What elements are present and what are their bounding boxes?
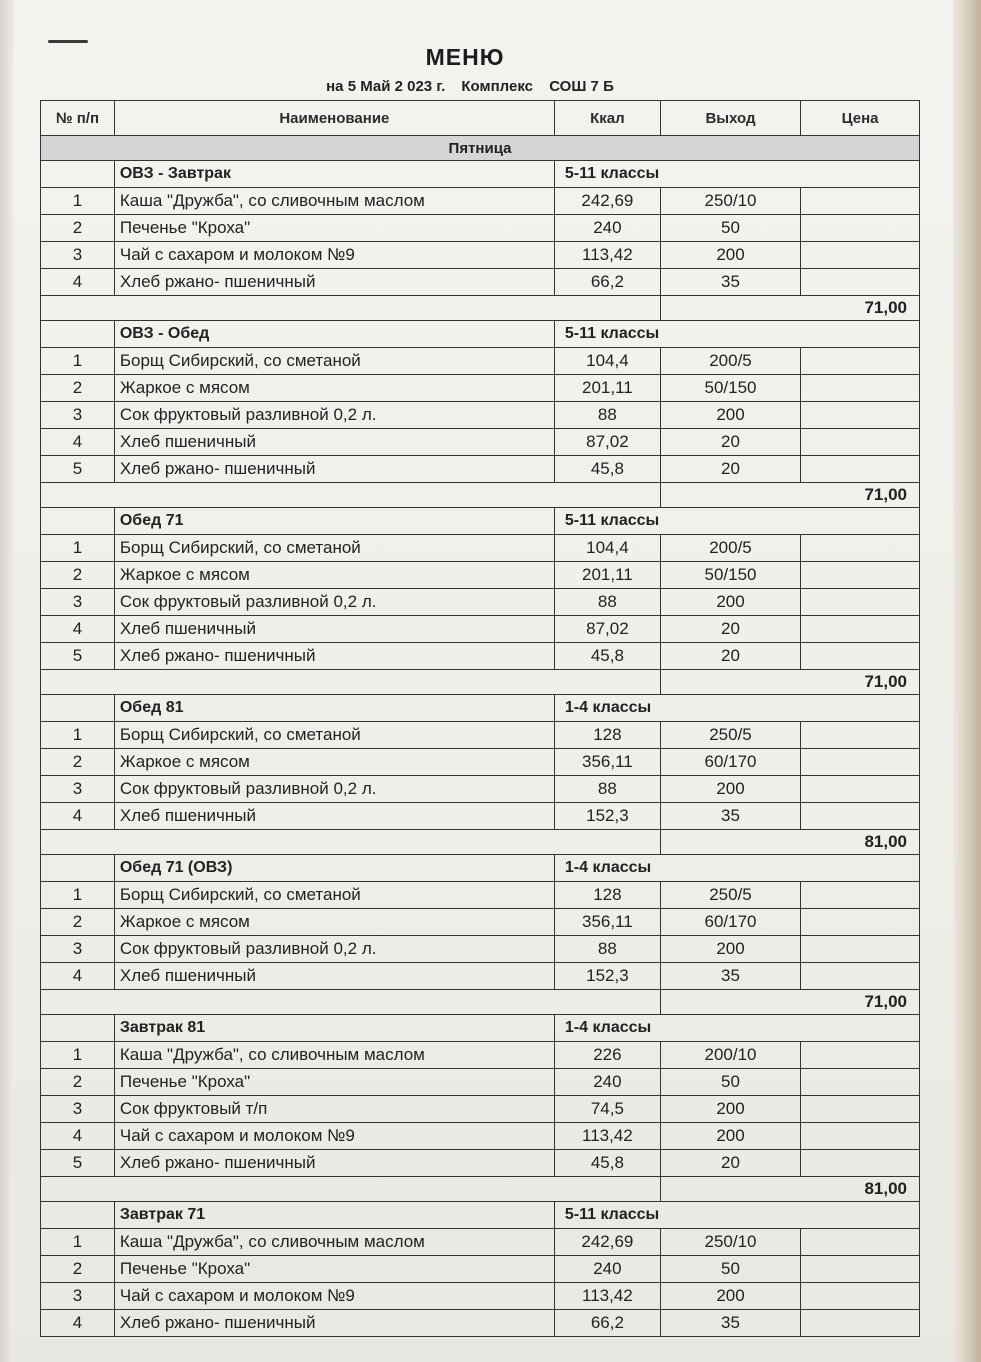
section-empty-cell	[41, 1202, 115, 1229]
item-price	[801, 882, 920, 909]
total-empty-cell	[41, 990, 661, 1015]
item-number: 3	[41, 589, 115, 616]
item-price	[801, 1283, 920, 1310]
menu-item-row	[41, 722, 920, 749]
total-empty-cell	[41, 483, 661, 508]
item-name: Жаркое с мясом	[114, 749, 554, 776]
item-output: 200	[660, 589, 800, 616]
item-name: Сок фруктовый т/п	[114, 1096, 554, 1123]
item-kcal: 226	[554, 1042, 660, 1069]
item-name: Чай с сахаром и молоком №9	[114, 1283, 554, 1310]
item-name: Печенье "Кроха"	[114, 1069, 554, 1096]
item-output: 200/5	[660, 535, 800, 562]
item-number: 1	[41, 1042, 115, 1069]
item-output: 20	[660, 1150, 800, 1177]
section-classes: 5-11 классы	[554, 508, 919, 535]
section-header-row	[41, 161, 920, 188]
menu-item-row	[41, 1096, 920, 1123]
section-total-price: 71,00	[660, 670, 919, 695]
item-number: 2	[41, 215, 115, 242]
item-name: Каша "Дружба", со сливочным маслом	[114, 1229, 554, 1256]
item-name: Сок фруктовый разливной 0,2 л.	[114, 589, 554, 616]
item-kcal: 242,69	[554, 188, 660, 215]
section-empty-cell	[41, 508, 115, 535]
section-name: Обед 71	[114, 508, 554, 535]
item-name: Хлеб пшеничный	[114, 803, 554, 830]
item-name: Хлеб пшеничный	[114, 429, 554, 456]
item-price	[801, 1310, 920, 1337]
menu-item-row	[41, 749, 920, 776]
item-kcal: 128	[554, 722, 660, 749]
item-name: Каша "Дружба", со сливочным маслом	[114, 188, 554, 215]
item-kcal: 240	[554, 215, 660, 242]
item-kcal: 88	[554, 936, 660, 963]
section-header-row	[41, 321, 920, 348]
section-header-row	[41, 855, 920, 882]
header-row	[41, 101, 920, 136]
item-price	[801, 749, 920, 776]
menu-subtitle	[0, 78, 940, 95]
item-output: 20	[660, 456, 800, 483]
item-price	[801, 589, 920, 616]
section-total-row	[41, 483, 920, 508]
menu-item-row	[41, 402, 920, 429]
item-name: Борщ Сибирский, со сметаной	[114, 722, 554, 749]
item-kcal: 152,3	[554, 963, 660, 990]
item-number: 4	[41, 963, 115, 990]
item-output: 200/10	[660, 1042, 800, 1069]
section-total-row	[41, 990, 920, 1015]
item-price	[801, 909, 920, 936]
item-output: 60/170	[660, 909, 800, 936]
item-price	[801, 375, 920, 402]
item-name: Жаркое с мясом	[114, 909, 554, 936]
section-classes: 5-11 классы	[554, 1202, 919, 1229]
menu-date: на 5 Май 2 023 г.	[326, 78, 446, 95]
item-output: 250/10	[660, 188, 800, 215]
item-number: 3	[41, 1096, 115, 1123]
section-name: Завтрак 81	[114, 1015, 554, 1042]
item-output: 50	[660, 215, 800, 242]
item-price	[801, 402, 920, 429]
menu-item-row	[41, 1042, 920, 1069]
item-kcal: 45,8	[554, 456, 660, 483]
item-name: Борщ Сибирский, со сметаной	[114, 535, 554, 562]
item-kcal: 87,02	[554, 429, 660, 456]
item-price	[801, 1256, 920, 1283]
menu-item-row	[41, 882, 920, 909]
item-name: Борщ Сибирский, со сметаной	[114, 882, 554, 909]
item-output: 200	[660, 1123, 800, 1150]
item-kcal: 74,5	[554, 1096, 660, 1123]
item-kcal: 66,2	[554, 269, 660, 296]
item-kcal: 242,69	[554, 1229, 660, 1256]
item-output: 200	[660, 936, 800, 963]
item-price	[801, 963, 920, 990]
menu-item-row	[41, 1310, 920, 1337]
item-output: 35	[660, 269, 800, 296]
item-name: Жаркое с мясом	[114, 562, 554, 589]
item-number: 1	[41, 1229, 115, 1256]
item-output: 20	[660, 616, 800, 643]
item-number: 4	[41, 1123, 115, 1150]
item-output: 250/10	[660, 1229, 800, 1256]
item-name: Хлеб ржано- пшеничный	[114, 1310, 554, 1337]
item-price	[801, 188, 920, 215]
item-name: Хлеб ржано- пшеничный	[114, 1150, 554, 1177]
item-kcal: 113,42	[554, 1123, 660, 1150]
menu-item-row	[41, 1229, 920, 1256]
item-output: 200	[660, 776, 800, 803]
item-price	[801, 722, 920, 749]
item-name: Хлеб ржано- пшеничный	[114, 456, 554, 483]
item-number: 3	[41, 1283, 115, 1310]
menu-table-wrapper	[40, 100, 920, 1337]
item-price	[801, 1150, 920, 1177]
section-total-row	[41, 670, 920, 695]
item-number: 2	[41, 562, 115, 589]
item-number: 2	[41, 375, 115, 402]
item-price	[801, 776, 920, 803]
item-kcal: 240	[554, 1069, 660, 1096]
section-classes: 1-4 классы	[554, 855, 919, 882]
menu-item-row	[41, 803, 920, 830]
item-output: 20	[660, 429, 800, 456]
item-name: Сок фруктовый разливной 0,2 л.	[114, 936, 554, 963]
item-output: 35	[660, 803, 800, 830]
menu-item-row	[41, 1283, 920, 1310]
item-number: 4	[41, 803, 115, 830]
col-header-kcal: Ккал	[554, 101, 660, 136]
item-kcal: 201,11	[554, 375, 660, 402]
menu-item-row	[41, 1150, 920, 1177]
section-total-row	[41, 830, 920, 855]
section-empty-cell	[41, 161, 115, 188]
menu-item-row	[41, 616, 920, 643]
section-total-price: 81,00	[660, 1177, 919, 1202]
item-kcal: 113,42	[554, 242, 660, 269]
section-total-row	[41, 296, 920, 321]
item-number: 1	[41, 722, 115, 749]
item-output: 50	[660, 1256, 800, 1283]
section-classes: 5-11 классы	[554, 321, 919, 348]
item-number: 1	[41, 535, 115, 562]
item-price	[801, 215, 920, 242]
section-total-price: 81,00	[660, 830, 919, 855]
item-output: 200/5	[660, 348, 800, 375]
item-name: Сок фруктовый разливной 0,2 л.	[114, 402, 554, 429]
item-kcal: 356,11	[554, 749, 660, 776]
item-number: 4	[41, 429, 115, 456]
menu-item-row	[41, 429, 920, 456]
item-output: 60/170	[660, 749, 800, 776]
section-header-row	[41, 1202, 920, 1229]
section-classes: 1-4 классы	[554, 1015, 919, 1042]
item-output: 200	[660, 1096, 800, 1123]
item-name: Сок фруктовый разливной 0,2 л.	[114, 776, 554, 803]
item-number: 3	[41, 776, 115, 803]
item-kcal: 66,2	[554, 1310, 660, 1337]
item-name: Жаркое с мясом	[114, 375, 554, 402]
pen-mark	[48, 40, 88, 43]
item-number: 1	[41, 882, 115, 909]
col-header-output: Выход	[660, 101, 800, 136]
item-price	[801, 348, 920, 375]
section-header-row	[41, 1015, 920, 1042]
item-name: Печенье "Кроха"	[114, 215, 554, 242]
menu-body	[41, 136, 920, 1337]
section-total-price: 71,00	[660, 483, 919, 508]
item-number: 1	[41, 188, 115, 215]
item-kcal: 104,4	[554, 348, 660, 375]
item-kcal: 113,42	[554, 1283, 660, 1310]
col-header-name: Наименование	[114, 101, 554, 136]
item-output: 200	[660, 402, 800, 429]
menu-item-row	[41, 188, 920, 215]
school-name: СОШ 7 Б	[549, 78, 614, 95]
total-empty-cell	[41, 670, 661, 695]
day-row	[41, 136, 920, 161]
section-total-price: 71,00	[660, 990, 919, 1015]
section-empty-cell	[41, 695, 115, 722]
item-number: 5	[41, 1150, 115, 1177]
item-output: 50	[660, 1069, 800, 1096]
menu-item-row	[41, 643, 920, 670]
item-price	[801, 456, 920, 483]
item-price	[801, 936, 920, 963]
day-label: Пятница	[41, 136, 920, 161]
item-name: Чай с сахаром и молоком №9	[114, 1123, 554, 1150]
item-price	[801, 242, 920, 269]
item-price	[801, 1096, 920, 1123]
col-header-number: № п/п	[41, 101, 115, 136]
item-kcal: 45,8	[554, 643, 660, 670]
item-name: Печенье "Кроха"	[114, 1256, 554, 1283]
menu-item-row	[41, 589, 920, 616]
menu-item-row	[41, 215, 920, 242]
menu-item-row	[41, 456, 920, 483]
section-total-price: 71,00	[660, 296, 919, 321]
item-number: 5	[41, 456, 115, 483]
item-output: 35	[660, 963, 800, 990]
item-price	[801, 535, 920, 562]
item-kcal: 152,3	[554, 803, 660, 830]
item-number: 4	[41, 616, 115, 643]
menu-item-row	[41, 269, 920, 296]
complex-label: Комплекс	[461, 78, 534, 95]
section-name: Обед 71 (ОВЗ)	[114, 855, 554, 882]
total-empty-cell	[41, 1177, 661, 1202]
menu-item-row	[41, 535, 920, 562]
col-header-price: Цена	[801, 101, 920, 136]
item-price	[801, 1042, 920, 1069]
menu-item-row	[41, 1256, 920, 1283]
item-number: 2	[41, 1256, 115, 1283]
section-name: ОВЗ - Завтрак	[114, 161, 554, 188]
item-kcal: 240	[554, 1256, 660, 1283]
total-empty-cell	[41, 296, 661, 321]
item-output: 200	[660, 242, 800, 269]
item-number: 5	[41, 643, 115, 670]
section-classes: 5-11 классы	[554, 161, 919, 188]
item-number: 4	[41, 269, 115, 296]
item-output: 50/150	[660, 562, 800, 589]
item-name: Борщ Сибирский, со сметаной	[114, 348, 554, 375]
item-name: Каша "Дружба", со сливочным маслом	[114, 1042, 554, 1069]
item-price	[801, 616, 920, 643]
item-kcal: 201,11	[554, 562, 660, 589]
item-kcal: 45,8	[554, 1150, 660, 1177]
section-total-row	[41, 1177, 920, 1202]
menu-item-row	[41, 562, 920, 589]
item-kcal: 88	[554, 402, 660, 429]
item-price	[801, 1123, 920, 1150]
item-price	[801, 429, 920, 456]
section-classes: 1-4 классы	[554, 695, 919, 722]
item-name: Хлеб ржано- пшеничный	[114, 643, 554, 670]
menu-item-row	[41, 1069, 920, 1096]
section-header-row	[41, 695, 920, 722]
item-number: 3	[41, 242, 115, 269]
item-output: 35	[660, 1310, 800, 1337]
item-output: 50/150	[660, 375, 800, 402]
section-empty-cell	[41, 1015, 115, 1042]
section-header-row	[41, 508, 920, 535]
item-name: Хлеб ржано- пшеничный	[114, 269, 554, 296]
item-number: 2	[41, 909, 115, 936]
item-number: 2	[41, 1069, 115, 1096]
section-empty-cell	[41, 855, 115, 882]
menu-item-row	[41, 242, 920, 269]
item-number: 1	[41, 348, 115, 375]
item-number: 2	[41, 749, 115, 776]
total-empty-cell	[41, 830, 661, 855]
menu-item-row	[41, 348, 920, 375]
section-name: Завтрак 71	[114, 1202, 554, 1229]
section-empty-cell	[41, 321, 115, 348]
item-kcal: 128	[554, 882, 660, 909]
item-output: 200	[660, 1283, 800, 1310]
item-name: Хлеб пшеничный	[114, 616, 554, 643]
section-name: ОВЗ - Обед	[114, 321, 554, 348]
item-price	[801, 643, 920, 670]
item-kcal: 88	[554, 589, 660, 616]
item-price	[801, 1229, 920, 1256]
section-name: Обед 81	[114, 695, 554, 722]
menu-item-row	[41, 909, 920, 936]
menu-item-row	[41, 963, 920, 990]
menu-item-row	[41, 1123, 920, 1150]
item-price	[801, 269, 920, 296]
menu-item-row	[41, 776, 920, 803]
item-output: 250/5	[660, 722, 800, 749]
menu-table	[40, 100, 920, 1337]
item-output: 20	[660, 643, 800, 670]
item-kcal: 104,4	[554, 535, 660, 562]
item-number: 3	[41, 936, 115, 963]
item-price	[801, 562, 920, 589]
item-kcal: 88	[554, 776, 660, 803]
menu-title: МЕНЮ	[425, 44, 505, 70]
item-output: 250/5	[660, 882, 800, 909]
menu-item-row	[41, 375, 920, 402]
menu-item-row	[41, 936, 920, 963]
item-number: 4	[41, 1310, 115, 1337]
item-number: 3	[41, 402, 115, 429]
item-price	[801, 803, 920, 830]
item-price	[801, 1069, 920, 1096]
item-kcal: 356,11	[554, 909, 660, 936]
item-name: Чай с сахаром и молоком №9	[114, 242, 554, 269]
item-kcal: 87,02	[554, 616, 660, 643]
item-name: Хлеб пшеничный	[114, 963, 554, 990]
